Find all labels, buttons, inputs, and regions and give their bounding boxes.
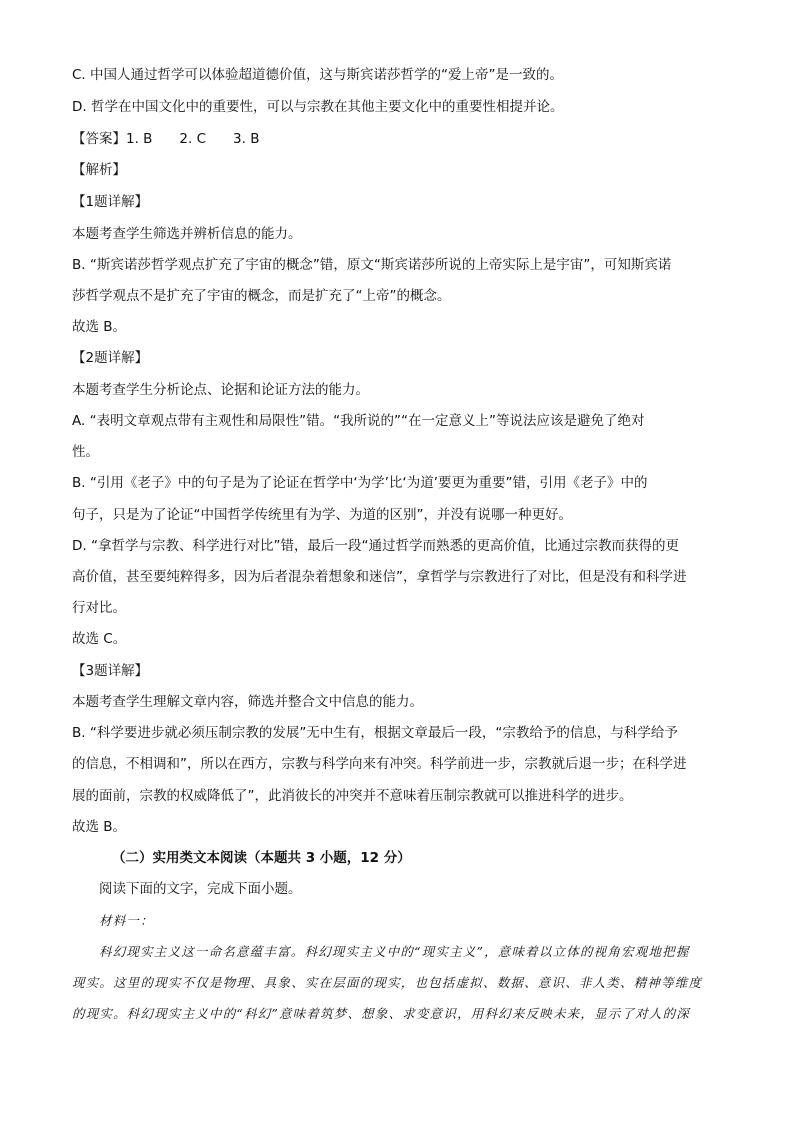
q2-explain-b-2: 句子，只是为了论证“中国哲学传统里有为学、为道的区别”，并没有说哪一种更好。 — [72, 507, 572, 523]
q1-choice: 故选 B。 — [72, 319, 127, 335]
q2-heading: 【2题详解】 — [72, 350, 149, 366]
material-line-3: 的现实。科幻现实主义中的“科幻”意味着筑梦、想象、求变意识，用科幻来反映未来，显示了对人的深 — [72, 1006, 690, 1021]
q1-intro: 本题考查学生筛选并辨析信息的能力。 — [72, 226, 302, 242]
q2-explain-d-3: 行对比。 — [72, 600, 126, 616]
answer-line: 【答案】1. B 2. C 3. B — [72, 131, 260, 147]
analysis-label: 【解析】 — [72, 162, 126, 178]
q2-explain-a-1: A. “表明文章观点带有主观性和局限性”错。“我所说的”“在一定意义上”等说法应该是避免了绝对 — [72, 413, 645, 429]
option-d: D. 哲学在中国文化中的重要性，可以与宗教在其他主要文化中的重要性相提并论。 — [72, 99, 564, 115]
material-line-1: 科幻现实主义这一命名意蕴丰富。科幻现实主义中的“现实主义”，意味着以立体的视角宏观地把握 — [99, 944, 690, 959]
q1-explain-1: B. “斯宾诺莎哲学观点扩充了宇宙的概念”错，原文“斯宾诺莎所说的上帝实际上是宇宙”，可知斯宾诺 — [72, 257, 672, 273]
material-label: 材料一： — [99, 913, 154, 928]
q1-explain-2: 莎哲学观点不是扩充了宇宙的概念，而是扩充了“上帝”的概念。 — [72, 288, 451, 304]
section-heading: （二）实用类文本阅读（本题共 3 小题，12 分） — [112, 850, 411, 866]
q1-heading: 【1题详解】 — [72, 194, 149, 210]
q3-explain-1: B. “科学要进步就必须压制宗教的发展”无中生有，根据文章最后一段，“宗教给予的信息，与科学给予 — [72, 725, 678, 741]
q2-explain-d-2: 高价值，甚至要纯粹得多，因为后者混杂着想象和迷信”，拿哲学与宗教进行了对比，但是没有和科学进 — [72, 569, 687, 585]
q3-choice: 故选 B。 — [72, 819, 127, 835]
q3-explain-3: 展的面前，宗教的权威降低了”，此消彼长的冲突并不意味着压制宗教就可以推进科学的进步。 — [72, 788, 633, 804]
material-line-2: 现实。这里的现实不仅是物理、具象、实在层面的现实，也包括虚拟、数据、意识、非人类、精神等维度 — [72, 975, 703, 990]
q3-explain-2: 的信息，不相调和”，所以在西方，宗教与科学向来有冲突。科学前进一步，宗教就后退一步；在科学进 — [72, 756, 687, 772]
reading-instruction: 阅读下面的文字，完成下面小题。 — [99, 881, 302, 897]
q2-choice: 故选 C。 — [72, 631, 127, 647]
q2-intro: 本题考查学生分析论点、论据和论证方法的能力。 — [72, 382, 369, 398]
q2-explain-a-2: 性。 — [72, 444, 99, 460]
option-c: C. 中国人通过哲学可以体验超道德价值，这与斯宾诺莎哲学的“爱上帝”是一致的。 — [72, 67, 563, 83]
q3-heading: 【3题详解】 — [72, 663, 149, 679]
q2-explain-b-1: B. “引用《老子》中的句子是为了论证在哲学中‘为学’比‘为道’要更为重要”错，引用《老子》中的 — [72, 475, 648, 491]
q3-intro: 本题考查学生理解文章内容，筛选并整合文中信息的能力。 — [72, 694, 423, 710]
q2-explain-d-1: D. “拿哲学与宗教、科学进行对比”错，最后一段“通过哲学而熟悉的更高价值，比通过宗教而获得的更 — [72, 538, 679, 554]
